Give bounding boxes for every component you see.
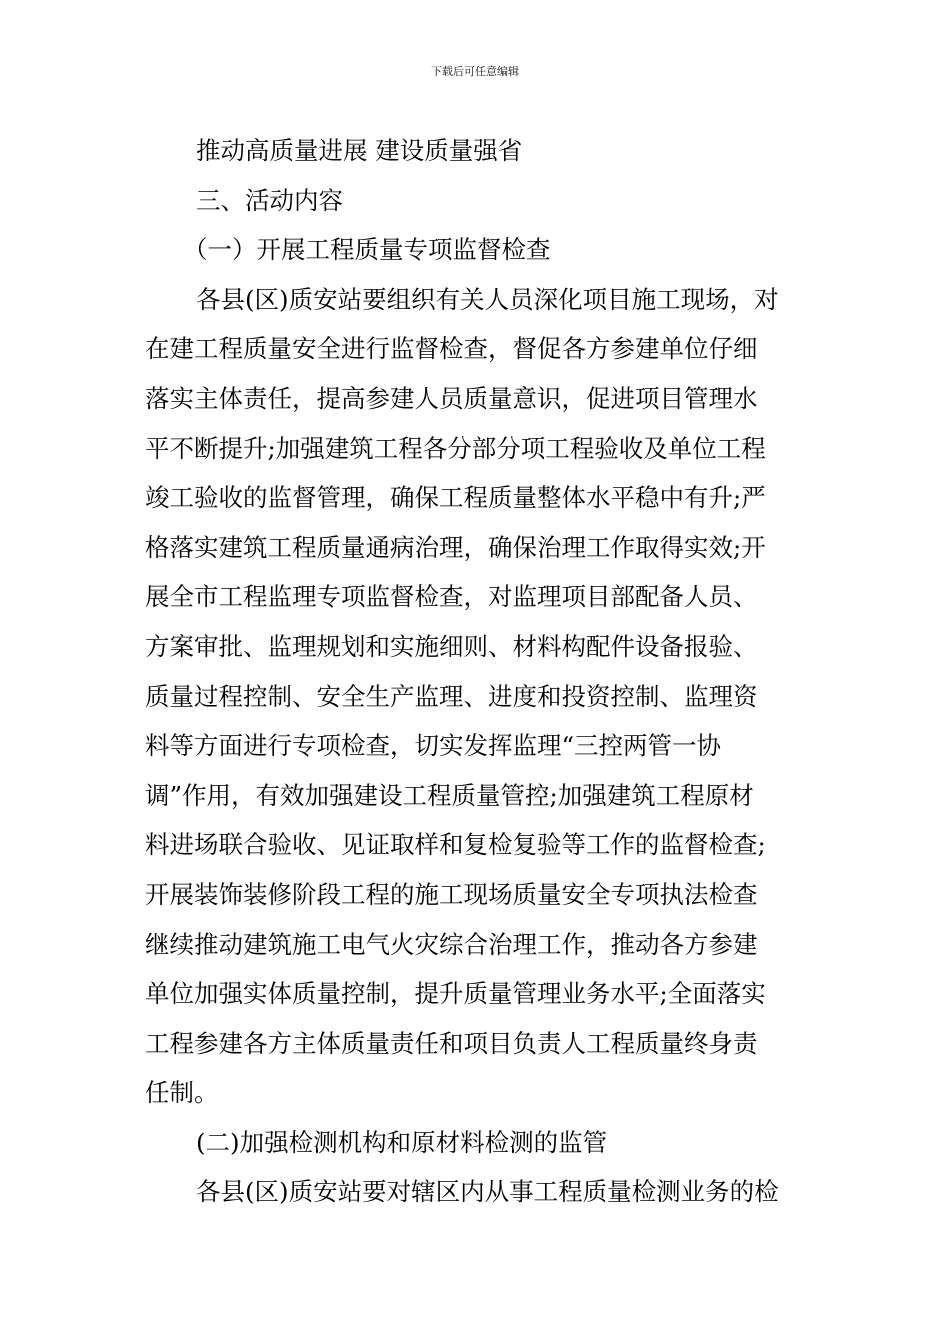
page-header-note: 下载后可任意编辑 [431,65,519,78]
paragraph-line: 调”作用，有效加强建设工程质量管控;加强建筑工程原材 [145,780,754,810]
paragraph-line: 展全市工程监理专项监督检查，对监理项目部配备人员、 [145,582,758,612]
paragraph-line: 料等方面进行专项检查，切实发挥监理“三控两管一协 [145,731,722,761]
paragraph-line: 继续推动建筑施工电气火灾综合治理工作，推动各方参建 [145,929,758,959]
paragraph-line: 格落实建筑工程质量通病治理，确保治理工作取得实效;开 [145,532,766,562]
paragraph-line: 质量过程控制、安全生产监理、进度和投资控制、监理资 [145,681,758,711]
subsection-heading-1: （一）开展工程质量专项监督检查 [183,235,551,265]
document-body [145,126,808,1217]
subsection-heading-2: (二)加强检测机构和原材料检测的监管 [196,1127,608,1157]
paragraph-line: 各县(区)质安站要对辖区内从事工程质量检测业务的检 [196,1177,779,1207]
paragraph-line: 单位加强实体质量控制，提升质量管理业务水平;全面落实 [145,979,766,1009]
paragraph-line: 平不断提升;加强建筑工程各分部分项工程验收及单位工程 [145,433,766,463]
paragraph-line: 料进场联合验收、见证取样和复检复验等工作的监督检查; [145,830,766,860]
paragraph-line: 任制。 [145,1078,219,1108]
section-heading: 三、活动内容 [196,185,343,215]
paragraph-line: 落实主体责任，提高参建人员质量意识，促进项目管理水 [145,383,758,413]
paragraph-line: 开展装饰装修阶段工程的施工现场质量安全专项执法检查 [145,879,758,909]
line-slogan: 推动高质量进展 建设质量强省 [196,136,523,165]
paragraph-line: 方案审批、监理规划和实施细则、材料构配件设备报验、 [145,631,758,661]
paragraph-line: 各县(区)质安站要组织有关人员深化项目施工现场，对 [196,284,779,314]
paragraph-line: 工程参建各方主体质量责任和项目负责人工程质量终身责 [145,1028,758,1058]
paragraph-line: 竣工验收的监督管理，确保工程质量整体水平稳中有升;严 [145,483,766,513]
paragraph-line: 在建工程质量安全进行监督检查，督促各方参建单位仔细 [145,334,758,364]
